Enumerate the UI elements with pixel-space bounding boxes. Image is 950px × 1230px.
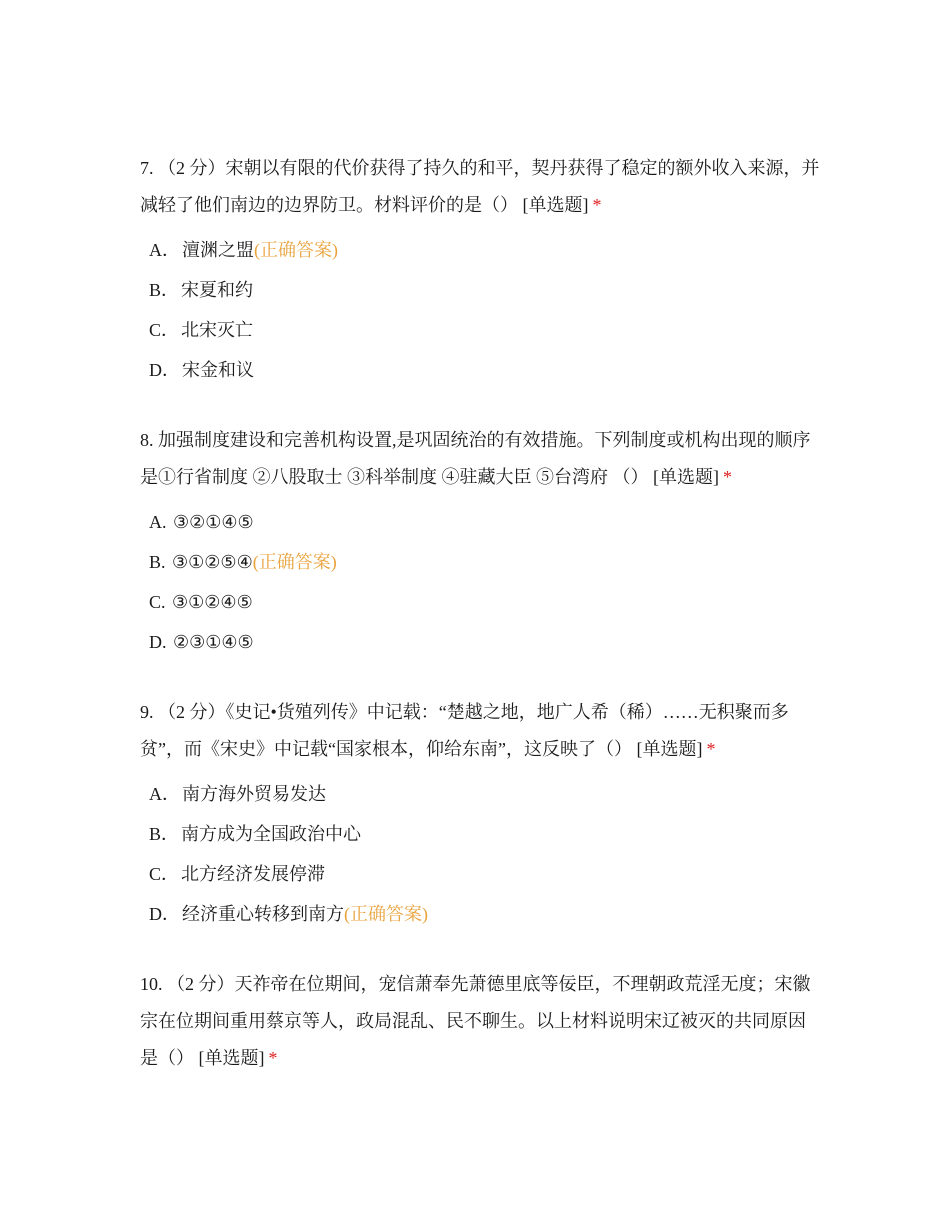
correct-answer-tag: (正确答案) — [344, 904, 428, 924]
option-list — [140, 502, 820, 662]
question-text: 10. （2 分）天祚帝在位期间，宠信萧奉先萧德里底等佞臣，不理朝政荒淫无度；宋徽宗在位期间重用蔡京等人，政局混乱、民不聊生。以上材料说明宋辽被灭的共同原因是（） [单选题] * — [140, 974, 811, 1068]
option-b[interactable]: B． 宋夏和约 — [149, 280, 254, 300]
question-list — [140, 150, 820, 1109]
option-a[interactable]: A. ③②①④⑤ — [149, 512, 254, 532]
option-c[interactable]: C． 北宋灭亡 — [149, 320, 254, 340]
question-10 — [140, 966, 820, 1077]
option-a[interactable]: A． 南方海外贸易发达 — [149, 784, 326, 804]
correct-answer-tag: (正确答案) — [252, 552, 337, 572]
option-c[interactable]: C. ③①②④⑤ — [149, 592, 253, 612]
option-d[interactable]: D． 宋金和议 — [149, 360, 254, 380]
option-b[interactable]: B． 南方成为全国政治中心 — [149, 824, 362, 844]
question-8 — [140, 422, 820, 662]
option-b[interactable]: B. ③①②⑤④(正确答案) — [149, 552, 337, 572]
question-text: 8. 加强制度建设和完善机构设置,是巩固统治的有效措施。下列制度或机构出现的顺序是①行省制度 ②八股取士 ③科举制度 ④驻藏大臣 ⑤台湾府 （） [单选题] * — [140, 430, 811, 487]
option-c[interactable]: C． 北方经济发展停滞 — [149, 864, 326, 884]
option-list — [140, 774, 820, 934]
option-a[interactable]: A． 澶渊之盟(正确答案) — [149, 240, 338, 260]
option-d[interactable]: D． 经济重心转移到南方(正确答案) — [149, 904, 428, 924]
option-d[interactable]: D. ②③①④⑤ — [149, 632, 254, 652]
correct-answer-tag: (正确答案) — [254, 240, 338, 260]
question-9 — [140, 694, 820, 934]
option-list — [140, 230, 820, 390]
question-7 — [140, 150, 820, 390]
question-text: 7. （2 分）宋朝以有限的代价获得了持久的和平，契丹获得了稳定的额外收入来源，并减轻了他们南边的边界防卫。材料评价的是（） [单选题] * — [140, 158, 820, 215]
required-mark: * — [723, 467, 732, 487]
question-text: 9. （2 分）《史记•货殖列传》中记载：“楚越之地，地广人希（稀）……无积聚而多贫”，而《宋史》中记载“国家根本，仰给东南”，这反映了（） [单选题] * — [140, 702, 789, 759]
required-mark: * — [268, 1048, 278, 1068]
required-mark: * — [592, 195, 602, 215]
required-mark: * — [706, 739, 716, 759]
